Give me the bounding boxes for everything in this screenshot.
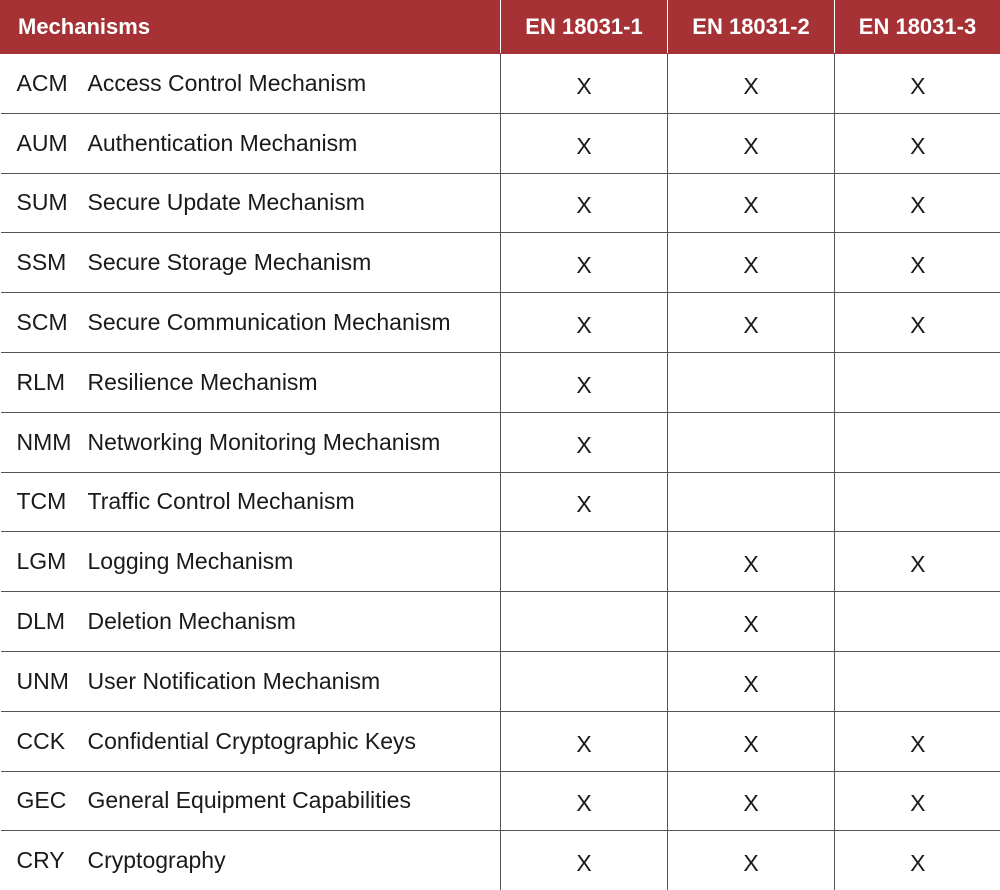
header-en-18031-2: EN 18031-2 (668, 1, 835, 54)
en-18031-2-mark: X (668, 831, 835, 890)
mechanism-cell (1, 711, 501, 771)
table-row (1, 831, 1000, 890)
mechanism-abbreviation: NMM (17, 429, 88, 456)
table-row (1, 711, 1000, 771)
header-en-18031-3: EN 18031-3 (835, 1, 1000, 54)
en-18031-2-mark (668, 472, 835, 532)
en-18031-1-mark: X (501, 711, 668, 771)
table-row (1, 293, 1000, 353)
mechanism-cell (1, 532, 501, 592)
mechanism-abbreviation: SUM (17, 189, 88, 216)
table-row (1, 352, 1000, 412)
en-18031-2-mark (668, 352, 835, 412)
mechanism-cell (1, 412, 501, 472)
mechanism-abbreviation: UNM (17, 668, 88, 695)
en-18031-3-mark (835, 412, 1000, 472)
en-18031-1-mark: X (501, 472, 668, 532)
mechanism-name: User Notification Mechanism (88, 668, 381, 694)
en-18031-2-mark: X (668, 113, 835, 173)
mechanism-name: Access Control Mechanism (88, 70, 367, 96)
en-18031-3-mark: X (835, 113, 1000, 173)
en-18031-3-mark (835, 592, 1000, 652)
mechanism-cell (1, 651, 501, 711)
mechanism-name: Traffic Control Mechanism (88, 488, 355, 514)
mechanism-cell (1, 113, 501, 173)
header-en-18031-1: EN 18031-1 (501, 1, 668, 54)
mechanism-abbreviation: AUM (17, 130, 88, 157)
table-body (1, 54, 1000, 890)
mechanism-abbreviation: TCM (17, 488, 88, 515)
table-row (1, 592, 1000, 652)
mechanism-name: Secure Storage Mechanism (88, 249, 372, 275)
en-18031-3-mark: X (835, 233, 1000, 293)
en-18031-1-mark (501, 592, 668, 652)
en-18031-1-mark (501, 532, 668, 592)
table-row (1, 54, 1000, 114)
mechanism-name: Authentication Mechanism (88, 130, 358, 156)
en-18031-2-mark: X (668, 771, 835, 831)
table-row (1, 113, 1000, 173)
header-mechanisms: Mechanisms (1, 1, 501, 54)
en-18031-1-mark: X (501, 54, 668, 114)
header-row (1, 1, 1000, 54)
en-18031-2-mark: X (668, 651, 835, 711)
table-row (1, 173, 1000, 233)
en-18031-2-mark: X (668, 173, 835, 233)
table-row (1, 651, 1000, 711)
mechanism-name: Logging Mechanism (88, 548, 294, 574)
mechanism-name: Resilience Mechanism (88, 369, 318, 395)
table-row (1, 472, 1000, 532)
mechanism-cell (1, 352, 501, 412)
mechanism-cell (1, 472, 501, 532)
en-18031-1-mark: X (501, 831, 668, 890)
mechanism-name: Secure Communication Mechanism (88, 309, 451, 335)
table-row (1, 233, 1000, 293)
mechanism-cell (1, 54, 501, 114)
mechanism-cell (1, 831, 501, 890)
en-18031-3-mark: X (835, 532, 1000, 592)
mechanism-name: Cryptography (88, 847, 226, 873)
en-18031-1-mark: X (501, 233, 668, 293)
table-row (1, 532, 1000, 592)
mechanism-abbreviation: CCK (17, 728, 88, 755)
en-18031-2-mark: X (668, 711, 835, 771)
mechanism-abbreviation: SCM (17, 309, 88, 336)
mechanism-name: Deletion Mechanism (88, 608, 296, 634)
en-18031-3-mark (835, 472, 1000, 532)
mechanism-name: Confidential Cryptographic Keys (88, 728, 417, 754)
en-18031-2-mark: X (668, 293, 835, 353)
en-18031-3-mark (835, 352, 1000, 412)
en-18031-1-mark (501, 651, 668, 711)
mechanism-cell (1, 293, 501, 353)
mechanism-cell (1, 592, 501, 652)
mechanism-cell (1, 233, 501, 293)
en-18031-1-mark: X (501, 173, 668, 233)
en-18031-3-mark: X (835, 173, 1000, 233)
en-18031-2-mark: X (668, 233, 835, 293)
en-18031-1-mark: X (501, 771, 668, 831)
en-18031-3-mark: X (835, 771, 1000, 831)
mechanism-abbreviation: ACM (17, 70, 88, 97)
mechanism-abbreviation: LGM (17, 548, 88, 575)
mechanism-abbreviation: RLM (17, 369, 88, 396)
table-row (1, 412, 1000, 472)
en-18031-1-mark: X (501, 113, 668, 173)
mechanism-cell (1, 173, 501, 233)
mechanism-abbreviation: SSM (17, 249, 88, 276)
en-18031-1-mark: X (501, 412, 668, 472)
mechanism-cell (1, 771, 501, 831)
en-18031-3-mark: X (835, 293, 1000, 353)
mechanism-abbreviation: DLM (17, 608, 88, 635)
table-row (1, 771, 1000, 831)
en-18031-3-mark: X (835, 711, 1000, 771)
table-header (1, 1, 1000, 54)
en-18031-2-mark: X (668, 592, 835, 652)
en-18031-3-mark (835, 651, 1000, 711)
en-18031-2-mark (668, 412, 835, 472)
en-18031-2-mark: X (668, 532, 835, 592)
en-18031-3-mark: X (835, 831, 1000, 890)
en-18031-3-mark: X (835, 54, 1000, 114)
en-18031-2-mark: X (668, 54, 835, 114)
en-18031-1-mark: X (501, 352, 668, 412)
en-18031-1-mark: X (501, 293, 668, 353)
mechanism-abbreviation: GEC (17, 787, 88, 814)
mechanism-name: General Equipment Capabilities (88, 787, 411, 813)
mechanism-abbreviation: CRY (17, 847, 88, 874)
mechanism-name: Secure Update Mechanism (88, 189, 365, 215)
mechanism-name: Networking Monitoring Mechanism (88, 429, 441, 455)
